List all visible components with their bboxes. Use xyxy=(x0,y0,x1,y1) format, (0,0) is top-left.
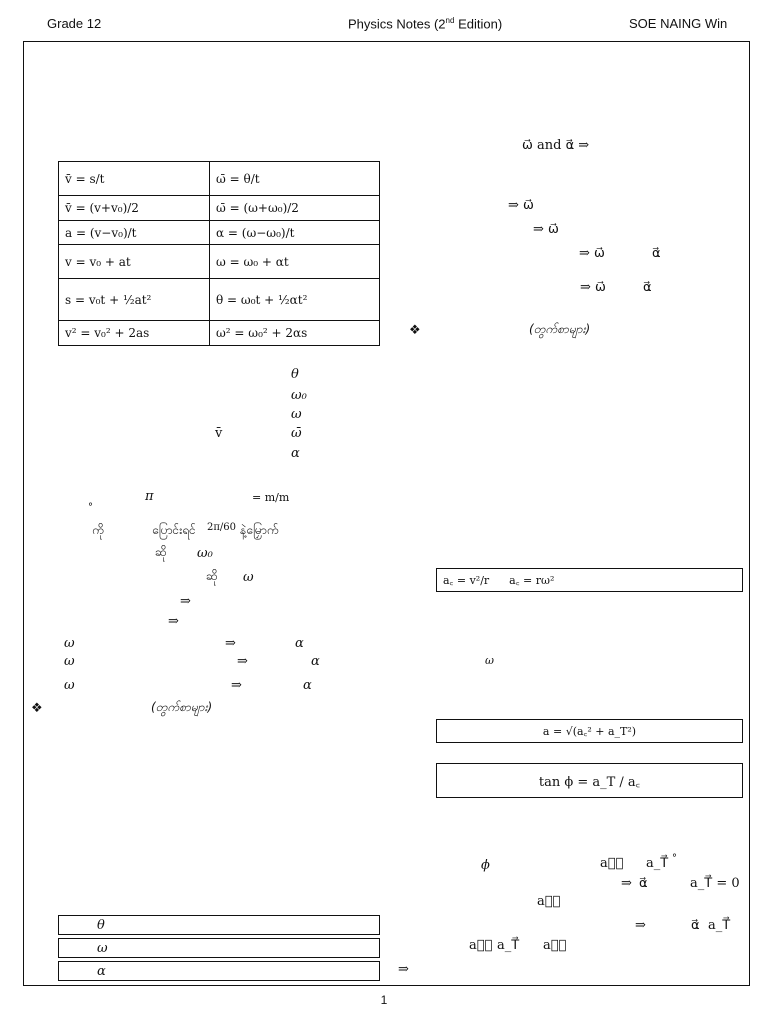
vec-at-3: a_T⃗ xyxy=(497,938,520,953)
omega-note: ω xyxy=(243,570,254,585)
bottom-row-omega: ω xyxy=(59,939,380,958)
vec-ac-2: a꜀⃗ xyxy=(537,894,561,909)
implies-right-2: ⇒ xyxy=(635,918,646,933)
eq-cell: ω̄ = θ/t xyxy=(210,162,380,196)
eq-cell: ω̄ = (ω+ω₀)/2 xyxy=(210,196,380,221)
diamond-bullet-icon: ❖ xyxy=(409,323,421,338)
page-number: 1 xyxy=(380,993,388,1007)
eq-cell: v = v₀ + at xyxy=(59,245,210,279)
eq-cell: θ = ω₀t + ½αt² xyxy=(210,279,380,321)
degree-mark: ° xyxy=(88,502,93,513)
tan-phi-formula: tan ϕ = a_T / a꜀ xyxy=(538,774,641,790)
implies-1: ⇒ xyxy=(180,594,191,609)
symbol-pi: π xyxy=(145,489,154,504)
bottom-table xyxy=(58,915,380,981)
alpha-row3: α xyxy=(303,678,312,693)
eq-cell: v̄ = (v+v₀)/2 xyxy=(59,196,210,221)
bottom-row-theta: θ xyxy=(59,916,380,935)
omega0-note: ω₀ xyxy=(197,546,213,561)
equations-table xyxy=(58,161,380,346)
implies-row2: ⇒ xyxy=(237,654,248,669)
eq-cell: v² = v₀² + 2as xyxy=(59,321,210,346)
centripetal-formula-2: a꜀ = rω² xyxy=(509,573,555,587)
vec-ac-1: a꜀⃗ xyxy=(600,856,624,871)
arrow-omega-2: ⇒ ω⃗ xyxy=(533,222,559,237)
centripetal-formula-1: a꜀ = v²/r xyxy=(443,573,490,587)
vec-ac-3: a꜀⃗ xyxy=(469,938,493,953)
header-title: Physics Notes (2nd Edition) xyxy=(348,16,503,32)
diamond-bullet-icon: ❖ xyxy=(31,701,43,716)
centripetal-box xyxy=(436,568,743,592)
total-accel-formula: a = √(a꜀² + a_T²) xyxy=(542,724,637,738)
omega-row2: ω xyxy=(64,654,75,669)
implies-bottom: ⇒ xyxy=(398,962,409,977)
omega-right: ω xyxy=(485,654,494,667)
exercises-label-2: (တွက်စာများ) xyxy=(151,700,213,714)
alpha-vec-4: α⃗ xyxy=(643,280,652,295)
arrow-omega-3: ⇒ ω⃗ xyxy=(579,246,605,261)
eq-cell: ω² = ω₀² + 2αs xyxy=(210,321,380,346)
eq-cell: α = (ω−ω₀)/t xyxy=(210,221,380,245)
tan-phi-box xyxy=(436,763,743,798)
m-over-m: = m/m xyxy=(252,491,290,504)
header-grade: Grade 12 xyxy=(47,16,102,31)
burmese-hso-1: ဆို xyxy=(155,545,167,559)
implies-row3: ⇒ xyxy=(231,678,242,693)
symbol-alpha: α xyxy=(291,446,300,461)
eq-cell: ω = ω₀ + αt xyxy=(210,245,380,279)
eq-cell: s = v₀t + ½at² xyxy=(59,279,210,321)
burmese-hso-2: ဆို xyxy=(206,569,218,583)
implies-2: ⇒ xyxy=(168,614,179,629)
symbol-phi: ϕ xyxy=(481,858,490,873)
alpha-vec-3: α⃗ xyxy=(652,246,661,261)
symbol-omegabar: ω̄ xyxy=(291,426,302,441)
degree-mark-2: ° xyxy=(672,853,677,864)
implies-right: ⇒ xyxy=(621,876,632,891)
bottom-row-alpha: α xyxy=(59,962,380,981)
alpha-vec-right-2: α⃗ xyxy=(691,918,700,933)
at-equals-zero: a_T⃗ = 0 xyxy=(690,876,740,891)
alpha-vec-right: α⃗ xyxy=(639,876,648,891)
header-author: SOE NAING Win xyxy=(629,16,728,31)
omega-row1: ω xyxy=(64,636,75,651)
burmese-multiply: နဲ့မြှောက် xyxy=(240,523,279,537)
vec-heading: ω⃗ and α⃗ ⇒ xyxy=(522,138,590,153)
omega-row3: ω xyxy=(64,678,75,693)
vec-at-2: a_T⃗ xyxy=(708,918,731,933)
arrow-omega-1: ⇒ ω⃗ xyxy=(508,198,534,213)
alpha-row2: α xyxy=(311,654,320,669)
symbol-omega0: ω₀ xyxy=(291,388,307,403)
implies-row1: ⇒ xyxy=(225,636,236,651)
arrow-omega-4: ⇒ ω⃗ xyxy=(580,280,606,295)
vec-ac-4: a꜀⃗ xyxy=(543,938,567,953)
alpha-row1: α xyxy=(295,636,304,651)
two-pi-over-60: 2π/60 xyxy=(207,522,237,533)
symbol-vbar: v̄ xyxy=(215,426,223,441)
symbol-theta: θ xyxy=(291,367,299,382)
vec-at-1: a_T⃗ xyxy=(646,856,669,871)
burmese-ko: ကို xyxy=(92,523,104,537)
eq-cell: a = (v−v₀)/t xyxy=(59,221,210,245)
eq-cell: v̄ = s/t xyxy=(59,162,210,196)
exercises-label: (တွက်စာများ) xyxy=(529,322,591,336)
burmese-change: ပြောင်းရင် xyxy=(152,523,196,537)
symbol-omega: ω xyxy=(291,407,302,422)
total-accel-box xyxy=(436,719,743,743)
